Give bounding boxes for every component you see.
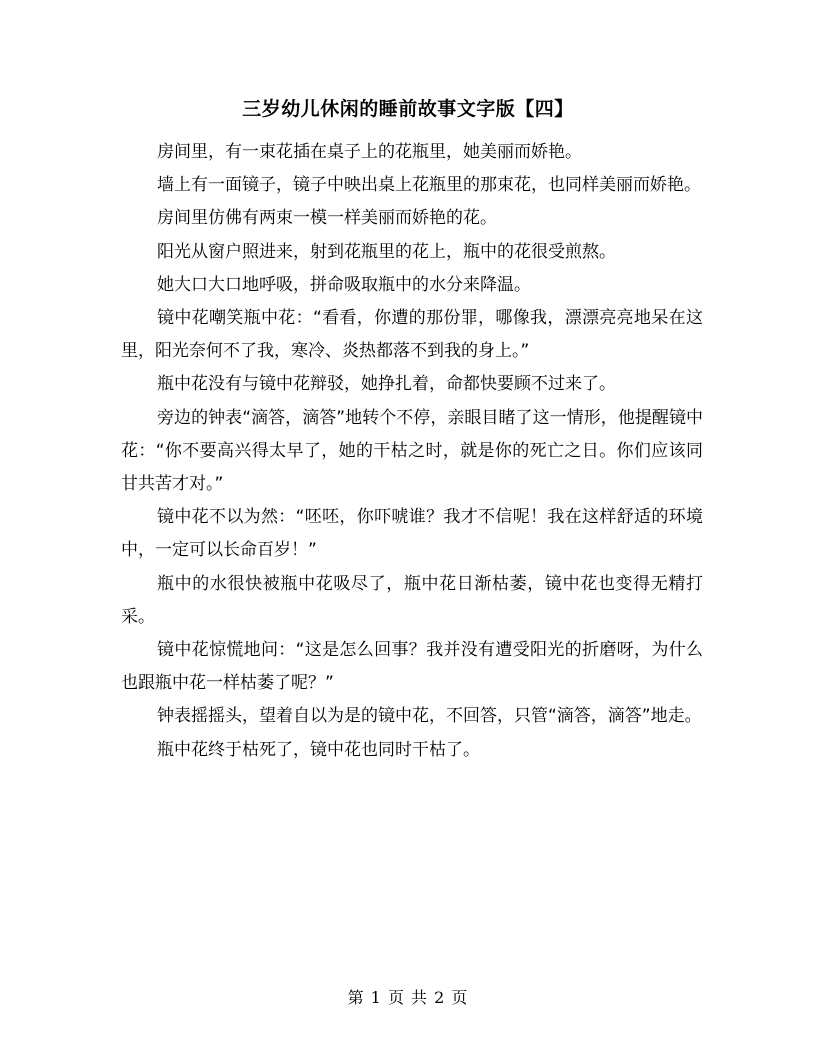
paragraph: 房间里，有一束花插在桌子上的花瓶里，她美丽而娇艳。 (157, 142, 582, 162)
document-title: 三岁幼儿休闲的睡前故事文字版【四】 (242, 98, 574, 120)
document-body (121, 136, 703, 767)
paragraph: 镜中花不以为然：“呸呸，你吓唬谁？我才不信呢！我在这样舒适的环境中，一定可以长命百岁！” (121, 507, 703, 561)
paragraph: 瓶中花没有与镜中花辩驳，她挣扎着，命都快要顾不过来了。 (157, 374, 616, 395)
paragraph: 镜中花惊慌地问：“这是怎么回事？我并没有遭受阳光的折磨呀，为什么也跟瓶中花一样枯萎了呢？” (121, 640, 703, 694)
paragraph: 镜中花嘲笑瓶中花：“看看，你遭的那份罪，哪像我，漂漂亮亮地呆在这里，阳光奈何不了我，寒冷、炎热都落不到我的身上。” (121, 308, 703, 362)
page-number-footer: 第 1 页 共 2 页 (347, 988, 469, 1007)
paragraph: 她大口大口地呼吸，拼命吸取瓶中的水分来降温。 (157, 274, 531, 295)
paragraph: 瓶中花终于枯死了，镜中花也同时干枯了。 (157, 739, 480, 760)
paragraph: 阳光从窗户照进来，射到花瓶里的花上，瓶中的花很受煎熬。 (157, 241, 616, 262)
paragraph: 钟表摇摇头，望着自以为是的镜中花，不回答，只管“滴答，滴答”地走。 (157, 706, 702, 727)
paragraph: 墙上有一面镜子，镜子中映出桌上花瓶里的那束花，也同样美丽而娇艳。 (157, 175, 701, 196)
paragraph: 旁边的钟表“滴答，滴答”地转个不停，亲眼目睹了这一情形，他提醒镜中花：“你不要高兴得太早了，她的干枯之时，就是你的死亡之日。你们应该同甘共苦才对。” (121, 407, 703, 495)
paragraph: 瓶中的水很快被瓶中花吸尽了，瓶中花日渐枯萎，镜中花也变得无精打采。 (121, 573, 703, 627)
paragraph: 房间里仿佛有两束一模一样美丽而娇艳的花。 (157, 208, 497, 229)
